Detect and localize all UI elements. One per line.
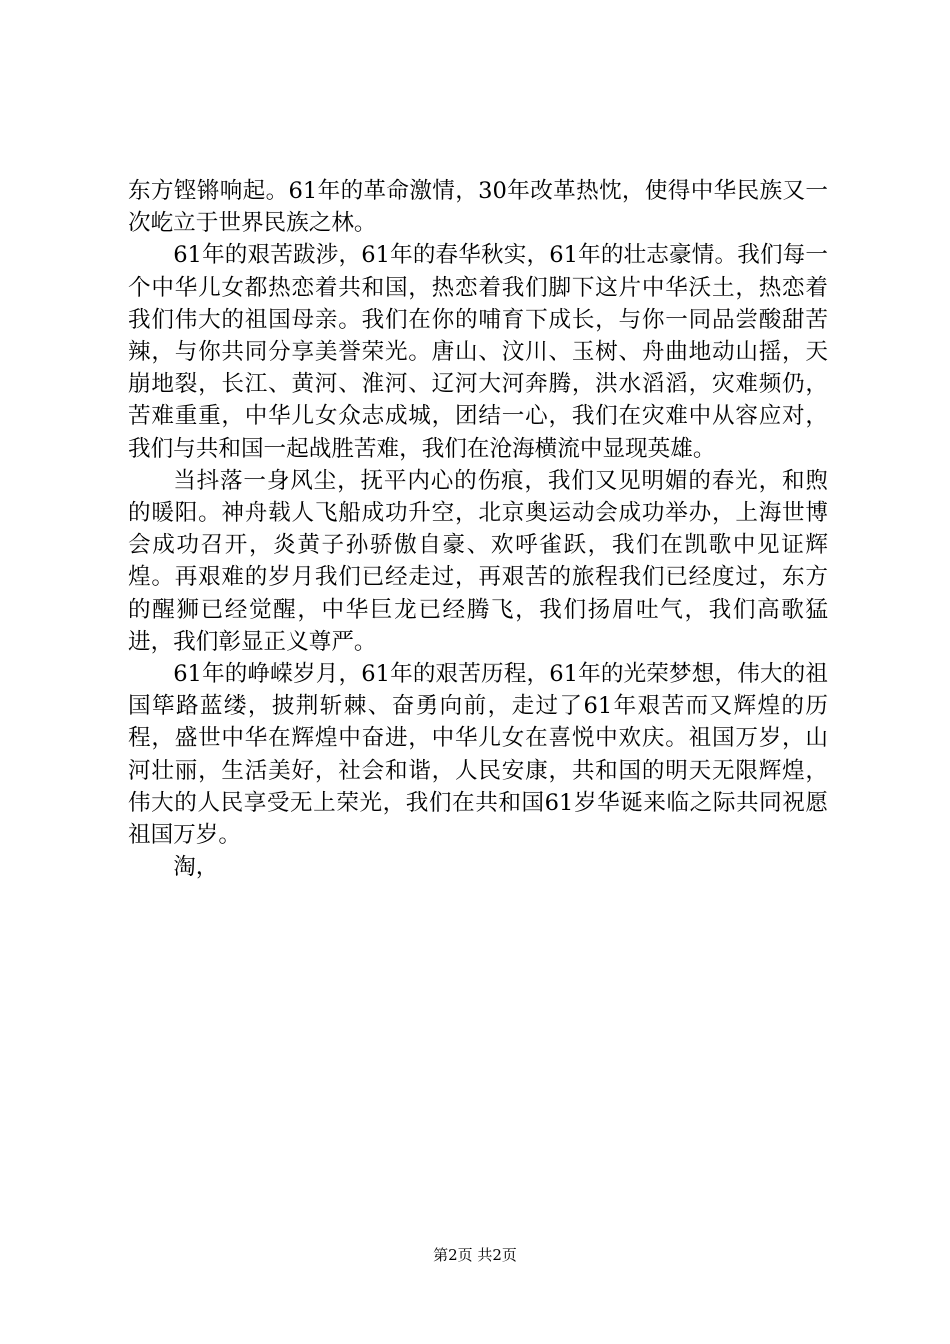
paragraph-1: 东方铿锵响起。61年的革命激情，30年改革热忱，使得中华民族又一次屹立于世界民族之林。 bbox=[128, 178, 828, 237]
paragraph-3: 当抖落一身风尘，抚平内心的伤痕，我们又见明媚的春光，和煦的暖阳。神舟载人飞船成功升空，北京奥运动会成功举办，上海世博会成功召开，炎黄子孙骄傲自豪、欢呼雀跃，我们在凯歌中见证辉煌。再艰难的岁月我们已经走过，再艰苦的旅程我们已经度过，东方的醒狮已经觉醒，中华巨龙已经腾飞，我们扬眉吐气，我们高歌猛进，我们彰显正义尊严。 bbox=[128, 467, 828, 655]
paragraph-2: 61年的艰苦跋涉，61年的春华秋实，61年的壮志豪情。我们每一个中华儿女都热恋着共和国，热恋着我们脚下这片中华沃土，热恋着我们伟大的祖国母亲。我们在你的哺育下成长，与你一同品尝酸甜苦辣，与你共同分享美誉荣光。唐山、汶川、玉树、舟曲地动山摇，天崩地裂，长江、黄河、淮河、辽河大河奔腾，洪水滔滔，灾难频仍，苦难重重，中华儿女众志成城，团结一心，我们在灾难中从容应对，我们与共和国一起战胜苦难，我们在沧海横流中显现英雄。 bbox=[128, 242, 828, 462]
paragraph-4: 61年的峥嵘岁月，61年的艰苦历程，61年的光荣梦想，伟大的祖国筚路蓝缕，披荆斩棘、奋勇向前，走过了61年艰苦而又辉煌的历程，盛世中华在辉煌中奋进，中华儿女在喜悦中欢庆。祖国万岁，山河壮丽，生活美好，社会和谐，人民安康，共和国的明天无限辉煌，伟大的人民享受无上荣光，我们在共和国61岁华诞来临之际共同祝愿祖国万岁。 bbox=[128, 661, 828, 849]
document-body bbox=[128, 175, 828, 883]
paragraph-5: 淘， bbox=[173, 854, 219, 881]
page-number-footer: 第2页 共2页 bbox=[433, 1246, 517, 1264]
